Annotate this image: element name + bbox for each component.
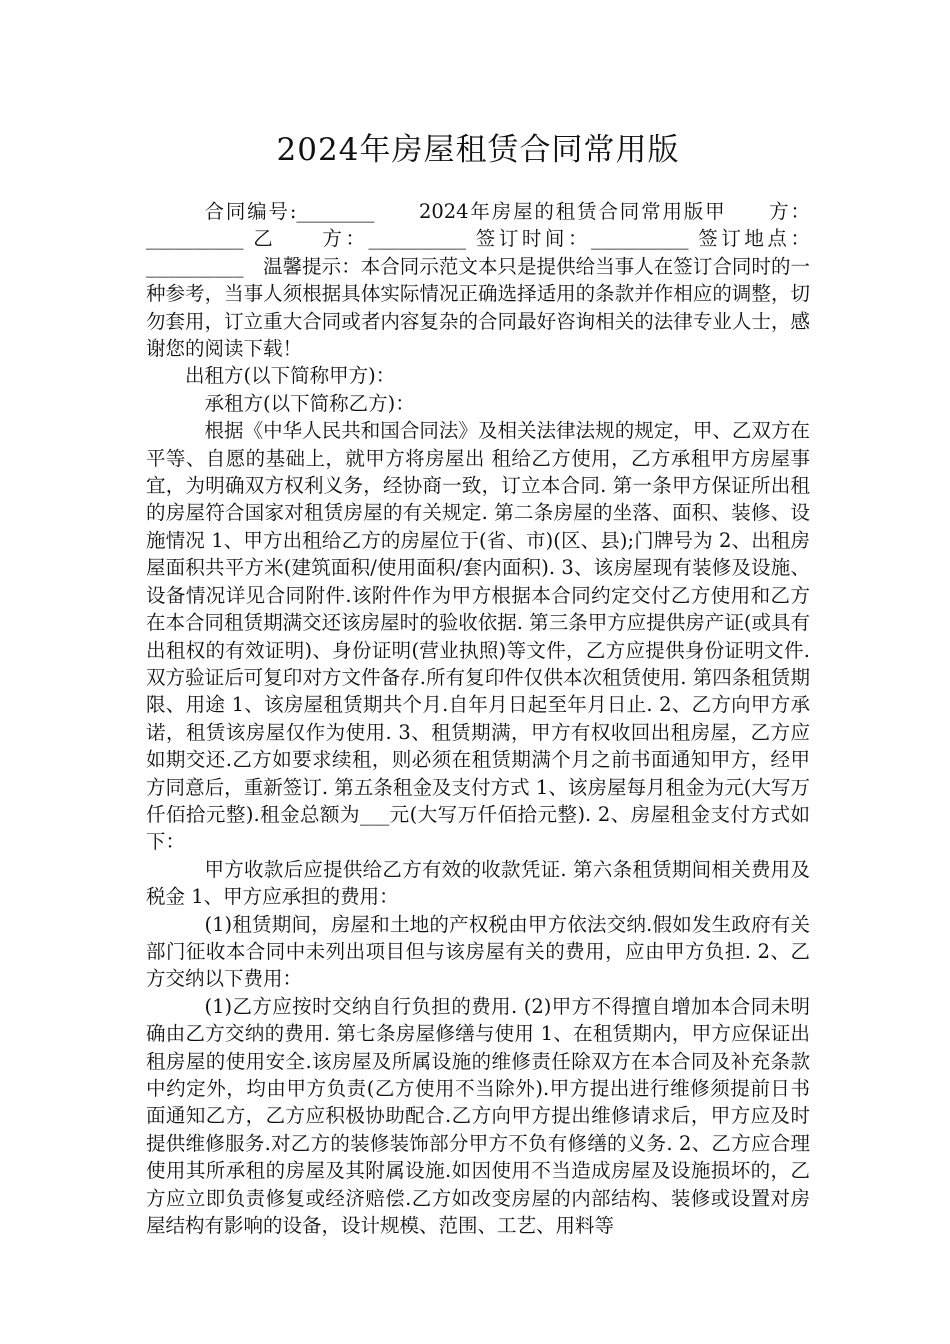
lessor-fees-paragraph: (1)租赁期间，房屋和土地的产权税由甲方依法交纳.假如发生政府有关部门征收本合同中未列出项目但与该房屋有关的费用，应由甲方负担. 2、乙方交纳以下费用：: [146, 912, 810, 991]
document-body: [146, 198, 810, 1239]
lessee-fees-paragraph: (1)乙方应按时交纳自行负担的费用. (2)甲方不得擅自增加本合同未明确由乙方交纳的费用. 第七条房屋修缮与使用 1、在租赁期内，甲方应保证出租房屋的使用安全.该房屋及所属设施的维修责任除双方在本合同及补充条款中约定外，均由甲方负责(乙方使用不当除外).甲方提出进行维修须提前日书面通知乙方，乙方应积极协助配合.乙方向甲方提出维修请求后，甲方应及时提供维修服务.对乙方的装修装饰部分甲方不负有修缮的义务. 2、乙方应合理使用其所承租的房屋及其附属设施.如因使用不当造成房屋及设施损坏的，乙方应立即负责修复或经济赔偿.乙方如改变房屋的内部结构、装修或设置对房屋结构有影响的设备，设计规模、范围、工艺、用料等: [146, 994, 810, 1238]
lessor-line: 出租方(以下简称甲方)：: [185, 364, 396, 388]
lessee-line: 承租方(以下简称乙方)：: [204, 391, 415, 415]
receipt-paragraph: 甲方收款后应提供给乙方有效的收款凭证. 第六条租赁期间相关费用及税金 1、甲方应承担的费用：: [146, 857, 810, 909]
document-title: 2024年房屋租赁合同常用版: [276, 132, 680, 168]
contract-header-paragraph: 合同编号:________ 2024年房屋的租赁合同常用版甲 方：__________ 乙 方：__________ 签订时间：__________ 签订地点：__________ 温馨提示：本合同示范文本只是提供给当事人在签订合同时的一种参考，当事人须根据具体实际情况正确选择适用的条款并作相应的调整，切勿套用，订立重大合同或者内容复杂的合同最好咨询相关的法律专业人士，感谢您的阅读下载！: [146, 200, 810, 361]
contract-terms-paragraph: 根据《中华人民共和国合同法》及相关法律法规的规定，甲、乙双方在平等、自愿的基础上，就甲方将房屋出 租给乙方使用，乙方承租甲方房屋事宜，为明确双方权利义务，经协商一致，订立本合同. 第一条甲方保证所出租的房屋符合国家对租赁房屋的有关规定. 第二条房屋的坐落、面积、装修、设施情况 1、甲方出租给乙方的房屋位于(省、市)(区、县);门牌号为 2、出租房屋面积共平方米(建筑面积/使用面积/套内面积). 3、该房屋现有装修及设施、设备情况详见合同附件.该附件作为甲方根据本合同约定交付乙方使用和乙方在本合同租赁期满交还该房屋时的验收依据. 第三条甲方应提供房产证(或具有出租权的有效证明)、身份证明(营业执照)等文件，乙方应提供身份证明文件.双方验证后可复印对方文件备存.所有复印件仅供本次租赁使用. 第四条租赁期限、用途 1、该房屋租赁期共个月.自年月日起至年月日止. 2、乙方向甲方承诺，租赁该房屋仅作为使用. 3、租赁期满，甲方有权收回出租房屋，乙方应如期交还.乙方如要求续租，则必须在租赁期满个月之前书面通知甲方，经甲方同意后，重新签订. 第五条租金及支付方式 1、该房屋每月租金为元(大写万仟佰拾元整).租金总额为___元(大写万仟佰拾元整). 2、房屋租金支付方式如下：: [146, 419, 810, 854]
